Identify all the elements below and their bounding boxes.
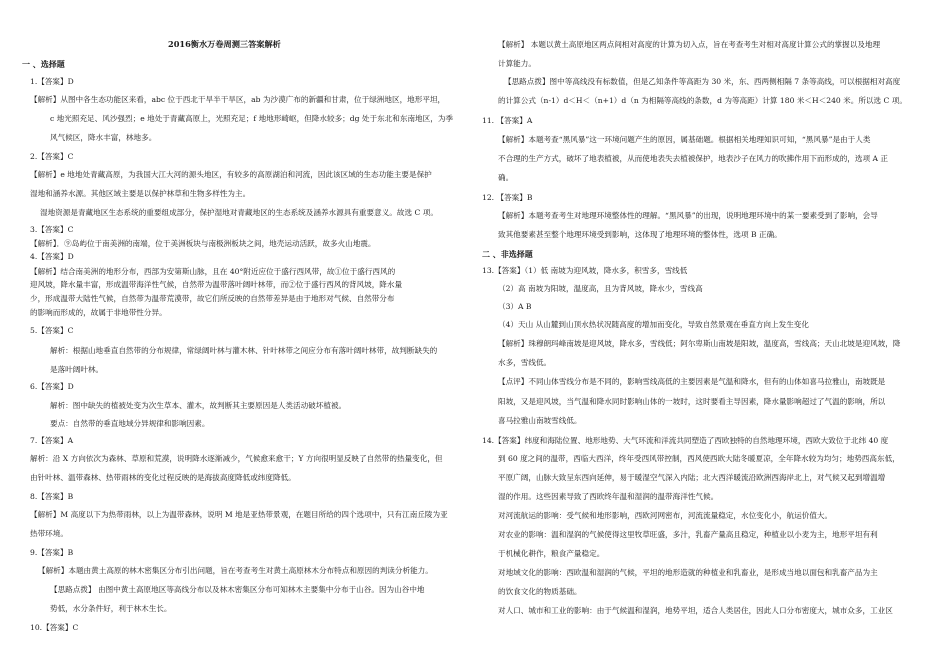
text-line: 【解析】M 高度以下为热带雨林，以上为温带森林，说明 M 地是亚热带景观，在题目所给的四个选项中，只有江南丘陵为亚 [30,510,448,519]
text-line: 【解析】e 地地处青藏高原，为我国大江大河的源头地区，有较多的高原湖泊和河流，因此该区域的生态功能主要是保护 [30,170,432,179]
text-line: 解析：沿 X 方向依次为森林、草原和荒漠，说明降水逐渐减少，气候愈来愈干；Y 方向很明显反映了自然带的热量变化，但 [30,454,443,463]
text-line: 对农业的影响：温和湿润的气候使得这里牧草旺盛，多汁，乳畜产量高且稳定，种植业以小麦为主，地形平坦有利 [498,530,878,539]
text-line: 3.【答案】C [30,225,74,234]
text-line: 解析：图中缺失的植被处变为次生草本、灌木，故判断其主要原因是人类活动破坏植被。 [50,401,347,410]
text-line: 湿地和涵养水源。其他区域主要是以保护林草和生物多样性为主。 [30,189,251,198]
text-line: 【解析】本题考查“黑风暴”这一环境问题产生的原因，属基础题。根据相关地理知识可知，“黑风暴”是由于人类 [498,135,871,144]
text-line: 【解析】 本题以黄土高原地区两点间相对高度的计算为切入点，旨在考查考生对相对高度计算公式的掌握以及地理 [498,40,881,49]
text-line: 热带环境。 [30,529,68,538]
text-line: 确。 [498,173,514,182]
text-line: 10.【答案】C [30,623,79,632]
text-line: 13.【答案】（1）低 南坡为迎风坡，降水多，积雪多，雪线低 [482,266,688,275]
text-line: 少，形成温带大陆性气候，自然带为温带荒漠带，故它们所反映的自然带差异是由于地形对气候、自然带分布 [30,294,395,303]
text-line: 【点评】不同山体雪线分布是不同的，影响雪线高低的主要因素是气温和降水，但有的山体如喜马拉雅山，南坡既是 [498,377,886,386]
text-line: 是落叶阔叶林。 [50,365,104,374]
text-line: （3）A B [498,302,532,311]
text-line: 【解析】结合南美洲的地形分布，西部为安第斯山脉，且在 40°附近应位于盛行西风带，故①位于盛行西风的 [30,267,396,276]
text-line: 【解析】珠穆朗玛峰南坡是迎风坡，降水多，雪线低；阿尔卑斯山南坡是阳坡，温度高，雪线高；天山北坡是迎风坡，降 [498,339,901,348]
text-line: 【思路点拨】 由图中黄土高原地区等高线分布以及林木密集区分布可知林木主要集中分布于山谷。因为山谷中地 [50,585,425,594]
text-line: 二 、非选择题 [482,249,533,259]
text-line: 2.【答案】C [30,152,74,161]
text-line: 于机械化耕作，粮食产量稳定。 [498,549,605,558]
text-line: 阳坡，又是迎风坡，当气温和降水同时影响山体的一坡时，这时要看主导因素，降水量影响超过了气温的影响，所以 [498,397,886,406]
text-line: 9.【答案】B [30,548,74,557]
text-line: 12. 【答案】B [482,193,533,202]
text-line: 5.【答案】C [30,326,74,335]
text-line: 不合理的生产方式，破坏了地表植被，从而使地表失去植被保护，地表沙子在风力的吹拂作用下而形成的，选项 A 正 [498,154,888,163]
text-line: 对地域文化的影响：西欧温和湿润的气候，平坦的地形造就的种植业和乳畜业，是形成当地以面包和乳畜产品为主 [498,568,878,577]
text-line: 湿的作用。这些因素导致了西欧终年温和湿润的温带海洋性气候。 [498,492,719,501]
text-line: 对河流航运的影响：受气候和地形影响，西欧河网密布，河流流量稳定，水位变化小，航运价值大。 [498,511,833,520]
text-line: 【解析】本题考查考生对地理环境整体性的理解。“黑风暴”的出现，说明地理环境中的某一要素受到了影响，会导 [498,211,878,220]
text-line: 6.【答案】D [30,382,74,391]
text-line: 8.【答案】B [30,492,74,501]
text-line: 的饮食文化的物质基础。 [498,587,582,596]
text-line: 喜马拉雅山南坡雪线低。 [498,416,582,425]
text-line: 的影响而形成的，故属于非地带性分异。 [30,308,167,317]
text-line: （4）天山 从山麓到山顶水热状况随高度的增加而变化，导致自然景观在垂直方向上发生变化 [498,320,809,329]
text-line: 势低，水分条件好，利于林木生长。 [50,604,172,613]
text-line: 到 60 度之间的温带，西临大西洋，终年受西风带控制，西风使西欧大陆冬暖夏凉，全年降水较为均匀；地势西高东低， [498,454,900,463]
text-line: 【解析】从图中各生态功能区来看，abc 位于西北干旱半干旱区，ab 为沙漠广布的新疆和甘肃，位于绿洲地区，地形平坦， [30,95,446,104]
text-line: 水多，雪线低。 [498,358,552,367]
text-line: 【解析】本题由黄土高原的林木密集区分布引出问题，旨在考查考生对黄土高原林木分布特点和原因的判读分析能力。 [38,566,433,575]
text-line: 迎风坡，降水量丰富，形成温带海洋性气候，自然带为温带落叶阔叶林带，而②位于盛行西风的背风坡，降水量 [30,280,403,289]
text-line: （2）高 南坡为阳坡，温度高，且为背风坡，降水少，雪线高 [498,284,703,293]
text-line: 要点：自然带的垂直地域分异规律和影响因素。 [50,419,210,428]
text-line: 4.【答案】D [30,252,74,261]
text-line: 湿地资源是青藏地区生态系统的重要组成部分，保护湿地对青藏地区的生态系统及涵养水源具有重要意义。故选 C 项。 [40,208,438,217]
text-line: 风气候区，降水丰富，林地多。 [50,133,157,142]
text-line: 一 、选择题 [22,59,65,69]
text-line: 致其他要素甚至整个地理环境受到影响，这体现了地理环境的整体性，选项 B 正确。 [498,230,782,239]
text-line: 计算能力。 [498,59,536,68]
text-line: 的计算公式（n-1）d＜H＜（n+1）d（n 为相隔等高线的条数，d 为等高距）计算 180 米＜H＜240 米。所以选 C 项。 [498,96,907,105]
text-line: 对人口、城市和工业的影响：由于气候温和湿润，地势平坦，适合人类居住，因此人口分布密度大，城市众多，工业区 [498,606,893,615]
text-line: 14.【答案】纬度和海陆位置、地形地势、大气环流和洋流共同塑造了西欧独特的自然地理环境，西欧大致位于北纬 40 度 [482,436,889,445]
text-line: c 地光照充足、风沙强烈；e 地处于青藏高原上，光照充足；f 地地形崎岖，但降水较多；dg 处于东北和东南地区，为季 [50,114,454,123]
text-line: 11. 【答案】A [482,116,533,125]
text-line: 平原广阔，山脉大致呈东西向延伸，易于暖湿空气深入内陆；北大西洋暖流沿欧洲西海岸北上，对气候又起到增温增 [498,473,886,482]
text-line: 由针叶林、温带森林、热带雨林的变化过程反映的是海拔高度降低或纬度降低。 [30,473,296,482]
text-line: 解析：根据山地垂直自然带的分布规律，常绿阔叶林与灌木林、针叶林带之间应分布有落叶阔叶林带，故判断缺失的 [50,346,438,355]
text-line: 1.【答案】D [30,77,74,86]
text-line: 7.【答案】A [30,436,74,445]
text-line: 【思路点拨】图中等高线没有标数值，但是乙知条件等高距为 30 米，东、西两侧相隔 7 条等高线，可以根据相对高度 [504,77,901,86]
document-title: 2016衡水万卷周测三答案解析 [168,39,281,49]
text-line: 【解析】．⑨岛屿位于南美洲的南端，位于美洲板块与南极洲板块之间，地壳运动活跃，故多火山地震。 [30,239,376,248]
